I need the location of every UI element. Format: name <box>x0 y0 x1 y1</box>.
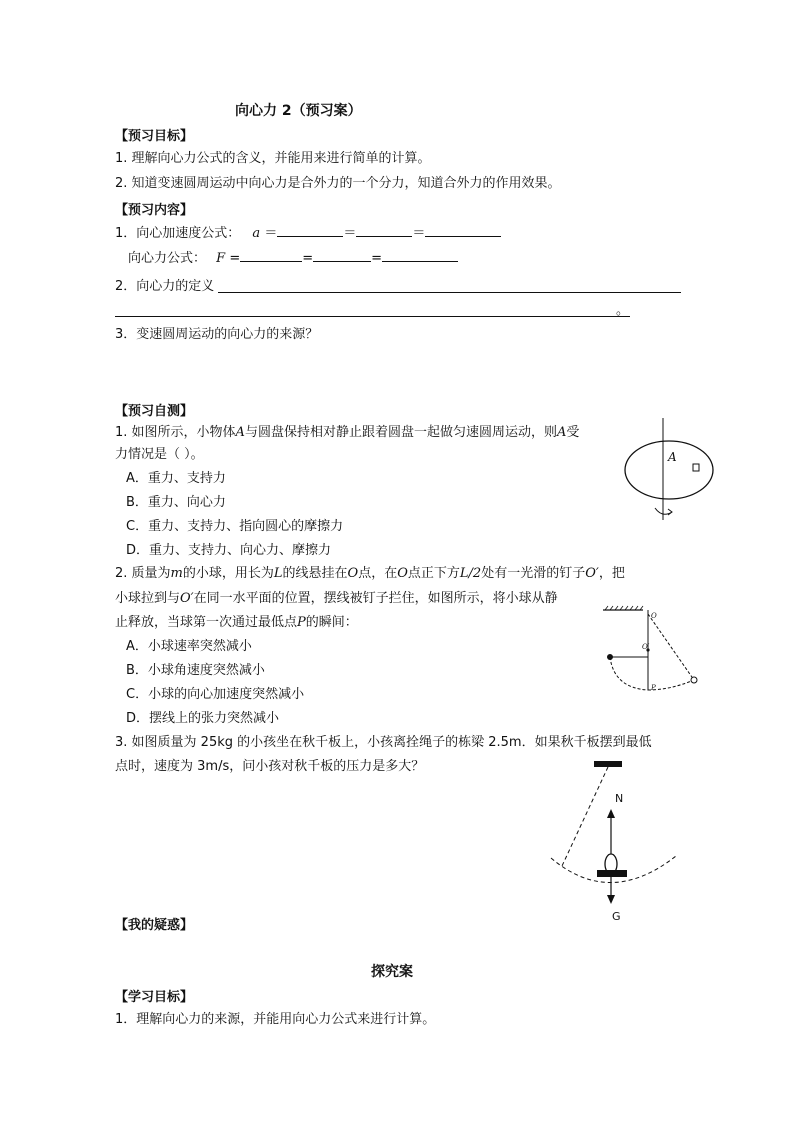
equals-sign: ＝ <box>412 226 426 241</box>
q1-var: A <box>235 425 245 440</box>
q2-text: 处有一光滑的钉子 <box>481 566 586 581</box>
swing-rope-dashed <box>562 767 608 866</box>
q2-text: 点正下方 <box>407 566 460 581</box>
arrow-down-icon <box>607 895 615 904</box>
q2-var: O <box>397 566 408 581</box>
q2-var: O <box>347 566 359 581</box>
q2-var: m <box>170 566 183 581</box>
q1-option-d[interactable]: D．重力、支持力、向心力、摩擦力 <box>126 543 332 558</box>
q1-text: 1. 如图所示，小物体 <box>115 425 236 440</box>
q2-text: 的瞬间： <box>305 615 358 630</box>
q3-fig-label-g: G <box>612 910 621 923</box>
equals-sign: = <box>229 251 241 266</box>
question-source: 3．变速圆周运动的向心力的来源？ <box>115 327 319 342</box>
q1-option-c[interactable]: C．重力、支持力、指向圆心的摩擦力 <box>126 519 344 534</box>
q2-fig-label-p: P <box>651 684 656 692</box>
answer-blank[interactable] <box>425 223 501 237</box>
formula-accel-row <box>115 223 501 242</box>
formula-force-var: F <box>216 251 226 266</box>
section-heading-selftest: 【预习自测】 <box>115 404 194 419</box>
q2-option-d[interactable]: D．摆线上的张力突然减小 <box>126 711 280 726</box>
arrow-up-icon <box>607 809 615 818</box>
page-title: 向心力 2（预习案） <box>235 103 362 119</box>
answer-blank[interactable] <box>277 223 343 237</box>
answer-blank[interactable] <box>356 223 412 237</box>
swing-arc-left <box>610 657 648 690</box>
ball-end <box>691 677 697 683</box>
q1-var: A <box>556 425 567 440</box>
q1-disc-figure <box>622 418 722 528</box>
block-a <box>693 464 699 471</box>
q2-fig-label-o2: O′ <box>642 643 650 651</box>
q2-text: 小球拉到与 <box>115 591 181 606</box>
q3-stem-line2: 点时，速度为 3m/s，问小孩对秋千板的压力是多大？ <box>115 759 425 774</box>
q2-fig-label-o: O <box>651 612 657 620</box>
answer-blank[interactable] <box>313 248 371 262</box>
arrow-head-icon <box>668 509 672 515</box>
formula-accel-label: 1．向心加速度公式： <box>115 226 241 241</box>
answer-blank[interactable] <box>240 248 302 262</box>
formula-force-label: 向心力公式： <box>128 251 207 266</box>
q2-option-b[interactable]: B．小球角速度突然减小 <box>126 663 265 678</box>
definition-answer-line[interactable] <box>218 292 681 293</box>
q1-fig-label: A <box>668 450 677 464</box>
answer-blank[interactable] <box>382 248 458 262</box>
goal-item: 2. 知道变速圆周运动中向心力是合外力的一个分力，知道合外力的作用效果。 <box>115 176 561 191</box>
q1-stem-line2: 力情况是（ ）。 <box>115 447 204 462</box>
q1-option-a[interactable]: A．重力、支持力 <box>126 471 226 486</box>
q2-text: 2. 质量为 <box>115 566 171 581</box>
q2-stem-line2 <box>115 590 558 607</box>
q2-var: O′ <box>180 591 194 606</box>
q3-stem-line1: 3. 如图质量为 25kg 的小孩坐在秋千板上，小孩离拴绳子的栋梁 2.5m．如果秋千板摆到最低 <box>115 735 652 750</box>
goal-item: 1. 理解向心力公式的含义，并能用来进行简单的计算。 <box>115 151 431 166</box>
definition-label: 2．向心力的定义 <box>115 279 215 294</box>
q2-var: L/2 <box>459 566 482 581</box>
q2-text: 的小球，用长为 <box>182 566 274 581</box>
q2-option-c[interactable]: C．小球的向心加速度突然减小 <box>126 687 305 702</box>
q2-var: O′ <box>585 566 599 581</box>
definition-period: 。 <box>616 303 630 318</box>
beam <box>594 761 622 767</box>
section-heading-learn: 【学习目标】 <box>115 990 194 1005</box>
swing-seat <box>597 870 627 877</box>
q2-text: ，把 <box>598 566 625 581</box>
equals-sign: = <box>371 251 383 266</box>
q2-text: 的线悬挂在 <box>282 566 348 581</box>
section-heading-goals: 【预习目标】 <box>115 129 194 144</box>
q2-var: L <box>273 566 283 581</box>
q2-option-a[interactable]: A．小球速率突然减小 <box>126 639 252 654</box>
q2-text: 点，在 <box>358 566 398 581</box>
equals-sign: ＝ <box>264 226 278 241</box>
q2-text: 止释放，当球第一次通过最低点 <box>115 615 298 630</box>
learn-goal-1: 1．理解向心力的来源，并能用向心力公式来进行计算。 <box>115 1012 436 1027</box>
q3-fig-label-n: N <box>615 792 624 805</box>
q2-text: 在同一水平面的位置，摆线被钉子拦住，如图所示，将小球从静 <box>193 591 558 606</box>
section-heading-content: 【预习内容】 <box>115 203 194 218</box>
q1-stem-line1 <box>115 424 579 441</box>
q1-text: 受 <box>566 425 580 440</box>
equals-sign: ＝ <box>343 226 357 241</box>
q2-stem-line1 <box>115 565 625 582</box>
formula-accel-var: a <box>252 226 261 241</box>
dashed-string <box>648 614 694 680</box>
q1-option-b[interactable]: B．重力、向心力 <box>126 495 226 510</box>
formula-force-row <box>128 248 458 267</box>
q3-swing-figure <box>548 758 688 928</box>
q2-stem-line3 <box>115 614 358 631</box>
q1-text: 与圆盘保持相对静止跟着圆盘一起做匀速圆周运动，则 <box>244 425 557 440</box>
equals-sign: = <box>302 251 314 266</box>
section-heading-doubts: 【我的疑惑】 <box>115 918 194 933</box>
section-title-explore: 探究案 <box>371 964 413 980</box>
q2-var: P <box>297 615 306 630</box>
definition-answer-line-2[interactable] <box>115 316 630 317</box>
